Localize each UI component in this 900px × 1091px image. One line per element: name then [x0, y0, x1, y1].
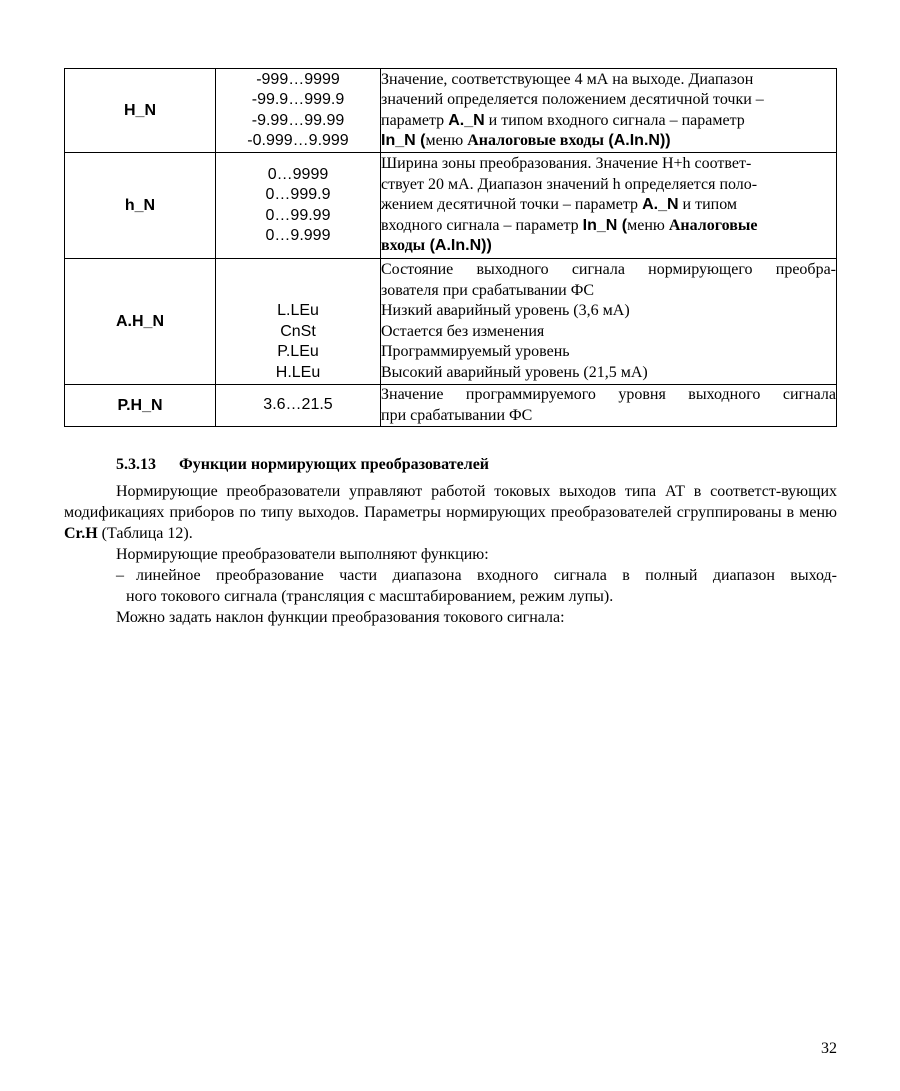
paragraph-text: Нормирующие преобразователи выполняют функцию: — [116, 546, 489, 563]
range-value: -999…9999 — [256, 70, 340, 88]
description-line — [381, 216, 836, 237]
paragraph — [64, 607, 837, 628]
section-title: Функции нормирующих преобразователей — [179, 456, 490, 473]
description-line: Ширина зоны преобразования. Значение H+h соответ- — [381, 155, 752, 173]
menu-reference: Cr.H — [64, 525, 98, 542]
description-line — [381, 236, 836, 257]
list-bullet: – — [116, 567, 124, 584]
param-name-cell — [65, 259, 216, 385]
param-description-cell — [381, 385, 837, 427]
range-value: CnSt — [280, 322, 316, 340]
param-name: h_N — [124, 196, 156, 214]
list-item-text: ного токового сигнала (трансляция с масштабированием, режим лупы). — [126, 588, 614, 605]
paragraph — [64, 544, 837, 565]
menu-name: входы — [381, 237, 426, 255]
range-value: 0…999.9 — [265, 186, 331, 203]
menu-name: Аналоговые входы — [467, 132, 604, 149]
menu-name: Аналоговые — [668, 216, 758, 234]
param-range-cell — [216, 259, 381, 385]
description-text: ( — [617, 216, 628, 234]
param-reference: (A.In.N)) — [603, 132, 671, 149]
page-number: 32 — [821, 1040, 837, 1057]
param-range-cell — [216, 385, 381, 427]
param-description-cell — [381, 153, 837, 259]
param-reference: (A.In.N)) — [425, 237, 492, 255]
description-text: ( — [415, 132, 426, 149]
description-line: Значение программируемого уровня выходного сигнала — [381, 386, 836, 403]
param-range-cell — [216, 153, 381, 259]
table-row — [65, 385, 837, 427]
param-range-cell — [216, 69, 381, 153]
description-line: Высокий аварийный уровень (21,5 мА) — [381, 363, 648, 381]
range-value: 0…9999 — [267, 165, 329, 183]
param-name-cell — [65, 153, 216, 259]
paragraph-text: (Таблица 12). — [97, 525, 193, 542]
range-value: 0…99.99 — [265, 206, 331, 224]
description-line: ствует 20 мА. Диапазон значений h определяется поло- — [381, 175, 758, 193]
description-line — [381, 195, 836, 216]
description-line — [381, 111, 836, 132]
range-value: -9.99…99.99 — [251, 111, 345, 129]
description-text: входного сигнала – параметр — [381, 216, 583, 234]
description-text: жением десятичной точки – параметр — [381, 196, 643, 214]
param-name: A.H_N — [115, 312, 164, 330]
list-item — [116, 565, 837, 607]
table-row — [65, 153, 837, 259]
range-value: 0…9.999 — [265, 227, 331, 244]
param-name: H_N — [123, 101, 156, 119]
description-line: при срабатывании ФС — [381, 406, 533, 424]
description-text: и типом входного сигнала – параметр — [484, 111, 745, 129]
list-item-text: линейное преобразование части диапазона входного сигнала в полный диапазон выход- — [136, 567, 837, 584]
paragraph — [64, 481, 837, 544]
range-value: -99.9…999.9 — [251, 91, 345, 108]
param-reference: A._N — [448, 111, 485, 129]
param-reference: A._N — [642, 196, 679, 214]
range-value: L.LEu — [277, 302, 319, 319]
param-reference: In_N — [582, 216, 618, 234]
description-line: Состояние выходного сигнала нормирующего преобра- — [381, 261, 836, 278]
parameter-table — [64, 68, 837, 427]
description-line: Значение, соответствующее 4 мА на выходе. Диапазон — [381, 70, 754, 88]
range-value: H.LEu — [275, 363, 321, 381]
range-value: P.LEu — [277, 343, 319, 360]
section-number: 5.3.13 — [116, 456, 156, 473]
param-reference: In_N — [381, 132, 416, 149]
param-name-cell — [65, 385, 216, 427]
description-line — [381, 131, 836, 152]
param-name: P.H_N — [117, 396, 163, 414]
range-value: 3.6…21.5 — [263, 396, 333, 414]
param-description-cell — [381, 259, 837, 385]
paragraph-text: Можно задать наклон функции преобразования токового сигнала: — [116, 609, 565, 626]
param-name-cell — [65, 69, 216, 153]
description-text: параметр — [381, 111, 449, 129]
description-text: и типом — [678, 196, 738, 214]
description-line: Программируемый уровень — [381, 343, 570, 360]
table-row — [65, 259, 837, 385]
table-row — [65, 69, 837, 153]
paragraph-text: Нормирующие преобразователи управляют работой токовых выходов типа АТ в соответст-вующих модификациях приборов по типу выходов. Параметры нормирующих преобразователей сгруппированы в меню — [64, 483, 837, 521]
param-description-cell — [381, 69, 837, 153]
description-line: значений определяется положением десятичной точки – — [381, 91, 764, 108]
description-line: зователя при срабатывании ФС — [381, 281, 595, 299]
description-line: Низкий аварийный уровень (3,6 мА) — [381, 302, 630, 319]
description-line: Остается без изменения — [381, 322, 545, 340]
range-value: -0.999…9.999 — [247, 132, 349, 149]
description-text: меню — [425, 132, 468, 149]
section-heading — [116, 455, 489, 475]
description-text: меню — [627, 216, 669, 234]
